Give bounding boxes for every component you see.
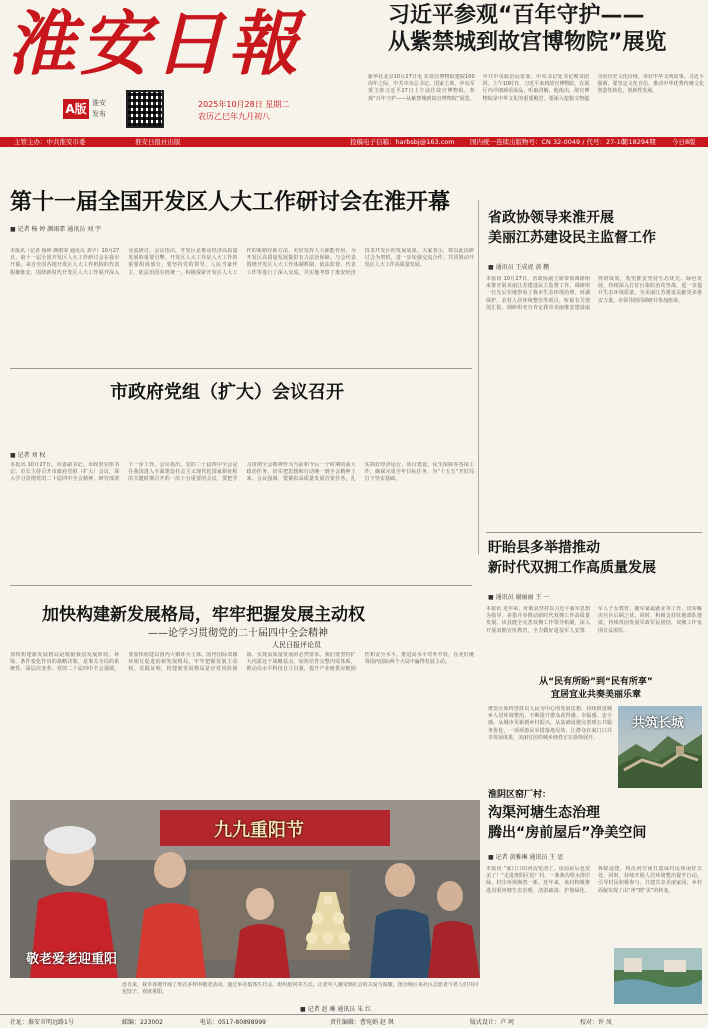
footer-phone: 电话：0517-80898999 [200, 1019, 266, 1026]
qr-code-icon[interactable] [126, 90, 164, 128]
submission-email: 投稿电子信箱：harbsbj@163.com [350, 138, 455, 146]
village-headline-line1: 沟渠河塘生态治理 [488, 805, 600, 821]
huaiyin-headline-line1: 从“民有所盼”到“民有所享” [539, 677, 653, 687]
govt-story-body: 本报讯 10月27日，市委副书记、市政府党组书记、市长主持召开市政府党组（扩大）会议，深入学习贯彻党的二十届四中全会精神，研究部署下一步工作。会议指出，党的二十届四中全会是在我国进入全面建设社会主义现代化国家新征程的关键时期召开的一次十分重要的会议，要把学习贯彻全会精神作为当前和今后一个时期的重大政治任务，切实把思想和行动统一到全会精神上来。会议强调，要紧扣高质量发展首要任务，扎实抓好经济运行、项目建设、民生保障等各项工作，确保完成全年目标任务，为“十五五”开好局打下坚实基础。 [10, 462, 474, 483]
npc-story-body: 本报讯（记者 杨婷 颜雨霏 通讯员 刘宇）10月27日，第十一届全国开发区人大工作研讨会在我市开幕。来自全国各地开发区人大工作机构的代表相聚淮安，围绕新时代开发区人大工作展开深入交流研讨。会议指出，开发区是推动经济高质量发展的重要引擎，开发区人大工作是人大工作的重要组成部分。要坚持党的领导、人民当家作主、依法治国有机统一，积极探索开发区人大工作的新路径新方法，更好发挥人大职能作用，为开发区高质量发展提供有力法治保障。与会代表围绕开发区人大工作体制机制、依法监督、代表工作等进行了深入交流，并实地考察了淮安经济技术开发区的发展成果。大家表示，将以此次研讨会为契机，进一步加强交流合作，共同推动开发区人大工作高质量发展。 [10, 248, 474, 276]
inspection-headline-line1: 省政协领导来淮开展 [488, 210, 614, 226]
huaiyin-story-headline[interactable] [496, 676, 696, 702]
great-wall-photo-overlay: 共筑长城 [632, 716, 685, 731]
newspaper-masthead: 淮安日報 [6, 2, 302, 85]
top-story-headline-line2: 从紫禁城到故宫博物院”展览 [388, 30, 667, 55]
xuyi-headline-line2: 新时代双拥工作高质量发展 [488, 560, 656, 576]
section-rule [486, 532, 702, 533]
photo-caption: 连日来，我市各地开展了形式多样的敬老活动，通过举办集体生日会、组织慰问等方式，让老年人感受到社会的关爱与温暖。图为城区某社区志愿者与老人们共同包饺子、欢度重阳。 [122, 982, 478, 996]
page-footer [0, 1014, 708, 1028]
inspection-story-byline: ■ 通讯员 王成虎 黄 鹏 [488, 264, 550, 271]
footer-postcode: 邮编：223002 [122, 1019, 163, 1026]
section-rule [10, 585, 472, 586]
govt-story-headline[interactable]: 市政府党组（扩大）会议召开 [110, 382, 344, 403]
page-count: 今日8版 [672, 138, 696, 146]
top-story-headline-line1: 习近平参观“百年守护—— [388, 3, 645, 28]
village-story-kicker: 淮阴区窑厂村： [488, 790, 552, 800]
village-story-body: 本报讯 “家门口的河沟变清了，房前屋后也变美了！”走进淮阴区窑厂村，一条条沟渠水清岸绿，村庄环境焕然一新。近年来，该村积极推进沟渠河塘生态治理，清淤疏浚、护坡绿化、拆除违建，将沿河空间打造成村民休闲好去处。同时，持续开展人居环境整治提升行动，引导村民积极参与，共建共享美丽家园，乡村面貌实现了由“净”到“美”的转变。 [486, 866, 702, 894]
inspection-story-body: 本报讯 10月27日，省政协副主席带领调研组来淮开展美丽江苏建设民主监督工作。调研组一行先后实地察看了我市生态环境治理、河湖保护、农村人居环境整治等项目，听取有关情况汇报。调研组充分肯定我市美丽淮安建设取得的成效，希望淮安坚持生态优先、绿色发展，持续深入打好污染防治攻坚战，进一步提升生态环境质量，为美丽江苏建设贡献更多淮安力量。市领导陪同调研并参加座谈。 [486, 276, 702, 311]
masthead-info-bar [0, 137, 708, 147]
edition-subtitle: 淮安发布 [92, 99, 106, 118]
huaiyin-story-body: 淮安区始终坚持以人民为中心的发展思想，持续推进城乡人居环境整治，不断提升群众获得感、幸福感、安全感。从城市更新到乡村振兴，从基础设施完善到公共服务优化，一项项惠民举措落地见效，让群众在家门口共享发展成果，美丽宜居的城乡画卷正在徐徐展开。 [488, 706, 612, 741]
top-story-body: 新华社北京10月27日电 在故宫博物院建院100周年之际，中共中央总书记、国家主席、中央军委主席习近平27日上午前往故宫博物院，参观“百年守护——从紫禁城到故宫博物院”展览。中共中央政治局常委、中央书记处书记蔡奇陪同。上午10时许，习近平来到故宫博物院，在展厅内详细观看展品，听取讲解，他指出，故宫博物院是中华文化的重要殿堂，要深入挖掘文物蕴含的历史文化价值，讲好中华文明故事。习近平强调，要坚定文化自信，推动中华优秀传统文化创造性转化、创新性发展。 [368, 74, 704, 102]
footer-proofreader: 校对：许 凤 [580, 1019, 612, 1026]
xuyi-story-headline[interactable] [488, 538, 656, 578]
village-headline-line2: 腾出“房前屋后”净美空间 [488, 825, 647, 841]
photo-banner-text: 九九重阳节 [214, 820, 304, 841]
publication-date: 2025年10月28日 星期二 [198, 100, 290, 109]
npc-story-headline[interactable]: 第十一届全国开发区人大工作研讨会在淮开幕 [10, 190, 451, 215]
lunar-date: 农历乙巳年九月初八 [198, 112, 270, 121]
column-divider [478, 200, 479, 555]
top-story-headline[interactable] [388, 2, 704, 56]
npc-story-byline: ■ 记者 杨 婷 颜雨霏 通讯员 刘 宇 [10, 226, 102, 233]
xuyi-story-body: 本报讯 近年来，盱眙县坚持以习近平强军思想为指导，多措并举推动新时代双拥工作高质量发展。该县健全完善双拥工作领导机制，深入开展双拥宣传教育，全力做好退役军人安置、军人子女教育、随军家属就业等工作，切实解决官兵后顾之忧。同时，积极支持驻地部队建设，持续巩固发展军政军民团结，双拥工作氛围日益浓厚。 [486, 606, 702, 634]
double-ninth-photo-overlay: 敬老爱老迎重阳 [26, 952, 118, 967]
village-story-byline: ■ 记者 黄雅琳 通讯员 王 思 [488, 854, 564, 861]
xuyi-headline-line1: 盱眙县多举措推动 [488, 540, 600, 556]
section-rule [10, 368, 472, 369]
inspection-headline-line2: 美丽江苏建设民主监督工作 [488, 230, 656, 246]
village-photo[interactable] [614, 948, 702, 1004]
footer-editor: 责任编辑：曹宛娟 赵 飒 [330, 1019, 394, 1026]
footer-address: 社址：淮安市明远路1号 [10, 1019, 74, 1026]
serial-code: 国内统一连续出版物号：CN 32-0049 / 代号：27-10 [470, 138, 625, 146]
publisher-text: 淮安日报社出版 [135, 138, 181, 146]
double-ninth-photo[interactable] [10, 800, 480, 978]
photo-credit: ■ 记者 赵 琳 通讯员 朱 红 [300, 1006, 372, 1013]
village-story-headline[interactable] [488, 803, 646, 843]
issue-number: 第18294期 [622, 138, 656, 146]
huaiyin-headline-line2: 宜居宜业共奏美丽乐章 [550, 690, 641, 700]
commentary-body: 加快构建新发展格局是根据我国发展阶段、环境、条件变化作出的战略决策，是事关全局的系统性、深层次变革。党的二十届四中全会强调，要加快构建以国内大循环为主体、国内国际双循环相互促进的新发展格局，牢牢把握发展主动权。实践证明，构建新发展格局是应对风险挑战、实现高质量发展的必然要求。我们要坚持扩大内需这个战略基点，加快培育完整内需体系，推动高水平科技自立自强，提升产业链供应链韧性和安全水平，推进高水平对外开放，在更好统筹国内国际两个大局中赢得发展主动。 [10, 652, 474, 673]
commentary-author: 人民日报评论员 [272, 641, 321, 649]
edition-badge: A版 [63, 99, 89, 119]
commentary-headline[interactable]: 加快构建新发展格局，牢牢把握发展主动权 [42, 605, 365, 625]
footer-designer: 版式设计：卢 珂 [470, 1019, 514, 1026]
govt-story-byline: ■ 记者 刘 权 [10, 452, 46, 459]
commentary-subheadline: ——论学习贯彻党的二十届四中全会精神 [148, 628, 328, 639]
great-wall-photo[interactable] [618, 706, 702, 788]
sponsor-text: 主管主办：中共淮安市委 [14, 138, 86, 146]
xuyi-story-byline: ■ 通讯员 谢丽丽 王 一 [488, 594, 550, 601]
inspection-story-headline[interactable] [488, 208, 656, 248]
